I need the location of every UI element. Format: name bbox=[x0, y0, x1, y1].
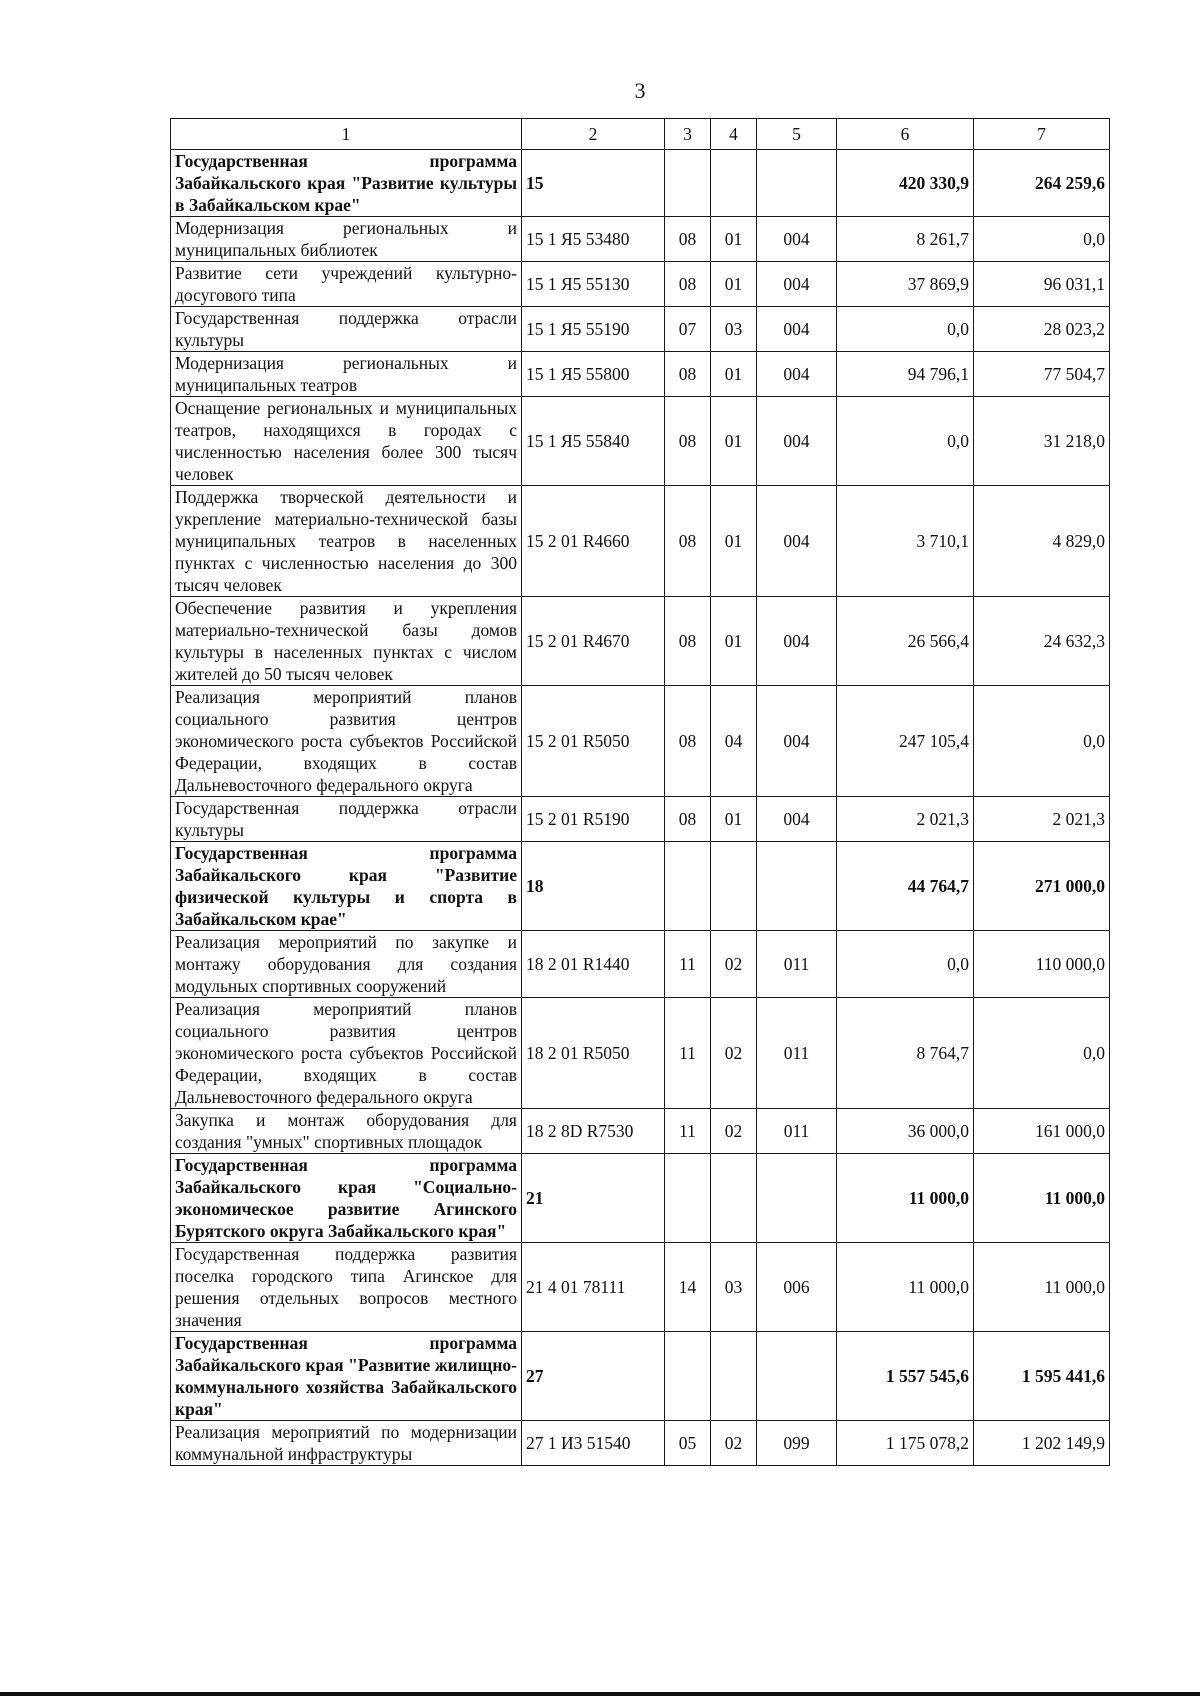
table-row bbox=[171, 797, 1110, 842]
row-name-cell: Развитие сети учреждений культурно-досугового типа bbox=[171, 262, 522, 307]
row-col6-cell: 11 000,0 bbox=[837, 1243, 974, 1332]
row-col3-cell: 11 bbox=[665, 998, 711, 1109]
table-row bbox=[171, 217, 1110, 262]
row-col7-cell: 11 000,0 bbox=[974, 1154, 1110, 1243]
row-col7-cell: 31 218,0 bbox=[974, 397, 1110, 486]
row-code-cell: 18 bbox=[522, 842, 665, 931]
row-col5-cell: 004 bbox=[757, 262, 837, 307]
column-header: 4 bbox=[711, 119, 757, 150]
table-row bbox=[171, 397, 1110, 486]
row-col3-cell: 08 bbox=[665, 397, 711, 486]
row-col4-cell bbox=[711, 1154, 757, 1243]
row-col6-cell: 1 175 078,2 bbox=[837, 1421, 974, 1466]
row-col4-cell: 01 bbox=[711, 597, 757, 686]
row-col7-cell: 161 000,0 bbox=[974, 1109, 1110, 1154]
row-col5-cell: 011 bbox=[757, 1109, 837, 1154]
row-col7-cell: 110 000,0 bbox=[974, 931, 1110, 998]
row-name-cell: Модернизация региональных и муниципальных библиотек bbox=[171, 217, 522, 262]
table-row bbox=[171, 1243, 1110, 1332]
row-code-cell: 27 bbox=[522, 1332, 665, 1421]
row-col5-cell: 004 bbox=[757, 307, 837, 352]
row-col4-cell: 01 bbox=[711, 352, 757, 397]
row-col7-cell: 264 259,6 bbox=[974, 150, 1110, 217]
row-col6-cell: 11 000,0 bbox=[837, 1154, 974, 1243]
column-header: 5 bbox=[757, 119, 837, 150]
row-col5-cell bbox=[757, 1154, 837, 1243]
row-col7-cell: 2 021,3 bbox=[974, 797, 1110, 842]
row-col3-cell: 07 bbox=[665, 307, 711, 352]
row-col7-cell: 0,0 bbox=[974, 217, 1110, 262]
row-col5-cell: 011 bbox=[757, 998, 837, 1109]
row-name-cell: Поддержка творческой деятельности и укрепление материально-технической базы муниципальных театров в населенных пунктах с численностью населения до 300 тысяч человек bbox=[171, 486, 522, 597]
row-col3-cell bbox=[665, 1154, 711, 1243]
row-name-cell: Государственная программа Забайкальского края "Развитие жилищно-коммунального хозяйства Забайкальского края" bbox=[171, 1332, 522, 1421]
row-col5-cell bbox=[757, 1332, 837, 1421]
table-row bbox=[171, 931, 1110, 998]
row-name-cell: Государственная программа Забайкальского края "Развитие физической культуры и спорта в Забайкальском крае" bbox=[171, 842, 522, 931]
row-name-cell: Закупка и монтаж оборудования для создания "умных" спортивных площадок bbox=[171, 1109, 522, 1154]
row-col3-cell: 08 bbox=[665, 352, 711, 397]
row-col6-cell: 94 796,1 bbox=[837, 352, 974, 397]
row-col6-cell: 2 021,3 bbox=[837, 797, 974, 842]
row-col6-cell: 8 764,7 bbox=[837, 998, 974, 1109]
table-row bbox=[171, 262, 1110, 307]
row-col4-cell bbox=[711, 1332, 757, 1421]
row-col6-cell: 26 566,4 bbox=[837, 597, 974, 686]
row-code-cell: 15 2 01 R4670 bbox=[522, 597, 665, 686]
row-name-cell: Реализация мероприятий планов социального развития центров экономического роста субъектов Российской Федерации, входящих в состав Дальневосточного федерального округа bbox=[171, 686, 522, 797]
column-header: 3 bbox=[665, 119, 711, 150]
row-col3-cell: 11 bbox=[665, 931, 711, 998]
row-col4-cell bbox=[711, 150, 757, 217]
row-col3-cell: 08 bbox=[665, 262, 711, 307]
row-col5-cell: 004 bbox=[757, 352, 837, 397]
column-header: 7 bbox=[974, 119, 1110, 150]
table-row bbox=[171, 686, 1110, 797]
row-col4-cell: 02 bbox=[711, 1421, 757, 1466]
row-col4-cell: 02 bbox=[711, 1109, 757, 1154]
row-col3-cell bbox=[665, 842, 711, 931]
row-col7-cell: 24 632,3 bbox=[974, 597, 1110, 686]
row-col7-cell: 28 023,2 bbox=[974, 307, 1110, 352]
row-col6-cell: 44 764,7 bbox=[837, 842, 974, 931]
row-col3-cell: 05 bbox=[665, 1421, 711, 1466]
row-col3-cell bbox=[665, 1332, 711, 1421]
table-row bbox=[171, 486, 1110, 597]
row-name-cell: Государственная поддержка отрасли культуры bbox=[171, 307, 522, 352]
row-col5-cell bbox=[757, 842, 837, 931]
row-col4-cell: 04 bbox=[711, 686, 757, 797]
row-col7-cell: 271 000,0 bbox=[974, 842, 1110, 931]
row-col3-cell: 08 bbox=[665, 597, 711, 686]
program-row bbox=[171, 1154, 1110, 1243]
row-col6-cell: 1 557 545,6 bbox=[837, 1332, 974, 1421]
row-col5-cell: 099 bbox=[757, 1421, 837, 1466]
program-row bbox=[171, 150, 1110, 217]
table-body bbox=[171, 150, 1110, 1466]
row-col3-cell: 08 bbox=[665, 797, 711, 842]
row-col6-cell: 0,0 bbox=[837, 397, 974, 486]
row-name-cell: Обеспечение развития и укрепления материально-технической базы домов культуры в населенных пунктах с числом жителей до 50 тысяч человек bbox=[171, 597, 522, 686]
row-name-cell: Реализация мероприятий планов социального развития центров экономического роста субъектов Российской Федерации, входящих в состав Дальневосточного федерального округа bbox=[171, 998, 522, 1109]
row-col5-cell: 006 bbox=[757, 1243, 837, 1332]
row-col5-cell: 004 bbox=[757, 797, 837, 842]
row-name-cell: Реализация мероприятий по модернизации коммунальной инфраструктуры bbox=[171, 1421, 522, 1466]
row-col5-cell: 011 bbox=[757, 931, 837, 998]
row-col4-cell: 03 bbox=[711, 307, 757, 352]
column-header: 6 bbox=[837, 119, 974, 150]
row-col7-cell: 4 829,0 bbox=[974, 486, 1110, 597]
budget-table bbox=[170, 118, 1110, 1466]
row-col6-cell: 36 000,0 bbox=[837, 1109, 974, 1154]
row-col7-cell: 0,0 bbox=[974, 998, 1110, 1109]
row-col7-cell: 96 031,1 bbox=[974, 262, 1110, 307]
row-col7-cell: 1 595 441,6 bbox=[974, 1332, 1110, 1421]
row-col5-cell: 004 bbox=[757, 686, 837, 797]
row-col6-cell: 0,0 bbox=[837, 931, 974, 998]
row-col5-cell: 004 bbox=[757, 397, 837, 486]
row-name-cell: Модернизация региональных и муниципальных театров bbox=[171, 352, 522, 397]
row-code-cell: 18 2 01 R5050 bbox=[522, 998, 665, 1109]
row-name-cell: Государственная программа Забайкальского края "Развитие культуры в Забайкальском крае" bbox=[171, 150, 522, 217]
row-col6-cell: 0,0 bbox=[837, 307, 974, 352]
row-code-cell: 15 2 01 R5190 bbox=[522, 797, 665, 842]
table-row bbox=[171, 1109, 1110, 1154]
table-row bbox=[171, 352, 1110, 397]
row-name-cell: Государственная поддержка развития поселка городского типа Агинское для решения отдельных вопросов местного значения bbox=[171, 1243, 522, 1332]
row-name-cell: Государственная программа Забайкальского края "Социально-экономическое развитие Агинского Бурятского округа Забайкальского края" bbox=[171, 1154, 522, 1243]
row-name-cell: Реализация мероприятий по закупке и монтажу оборудования для создания модульных спортивных сооружений bbox=[171, 931, 522, 998]
program-row bbox=[171, 842, 1110, 931]
row-code-cell: 27 1 И3 51540 bbox=[522, 1421, 665, 1466]
row-col5-cell: 004 bbox=[757, 597, 837, 686]
row-col6-cell: 37 869,9 bbox=[837, 262, 974, 307]
row-code-cell: 15 bbox=[522, 150, 665, 217]
row-col7-cell: 11 000,0 bbox=[974, 1243, 1110, 1332]
row-col7-cell: 1 202 149,9 bbox=[974, 1421, 1110, 1466]
table-row bbox=[171, 597, 1110, 686]
column-header: 2 bbox=[522, 119, 665, 150]
row-col7-cell: 0,0 bbox=[974, 686, 1110, 797]
row-col4-cell: 02 bbox=[711, 998, 757, 1109]
row-code-cell: 15 1 Я5 55800 bbox=[522, 352, 665, 397]
row-code-cell: 18 2 01 R1440 bbox=[522, 931, 665, 998]
row-code-cell: 21 4 01 78111 bbox=[522, 1243, 665, 1332]
row-col3-cell bbox=[665, 150, 711, 217]
row-col4-cell: 02 bbox=[711, 931, 757, 998]
row-code-cell: 15 1 Я5 55840 bbox=[522, 397, 665, 486]
row-col5-cell: 004 bbox=[757, 217, 837, 262]
row-col6-cell: 3 710,1 bbox=[837, 486, 974, 597]
row-code-cell: 15 2 01 R5050 bbox=[522, 686, 665, 797]
row-code-cell: 15 1 Я5 53480 bbox=[522, 217, 665, 262]
row-col5-cell bbox=[757, 150, 837, 217]
page-number: 3 bbox=[634, 78, 646, 103]
table-row bbox=[171, 1421, 1110, 1466]
page-bottom-border bbox=[0, 1692, 1200, 1696]
row-code-cell: 21 bbox=[522, 1154, 665, 1243]
row-col7-cell: 77 504,7 bbox=[974, 352, 1110, 397]
table-row bbox=[171, 998, 1110, 1109]
row-col6-cell: 8 261,7 bbox=[837, 217, 974, 262]
row-col6-cell: 247 105,4 bbox=[837, 686, 974, 797]
row-name-cell: Государственная поддержка отрасли культуры bbox=[171, 797, 522, 842]
row-name-cell: Оснащение региональных и муниципальных театров, находящихся в городах с численностью населения более 300 тысяч человек bbox=[171, 397, 522, 486]
row-col6-cell: 420 330,9 bbox=[837, 150, 974, 217]
table-row bbox=[171, 307, 1110, 352]
row-col3-cell: 08 bbox=[665, 686, 711, 797]
row-col3-cell: 08 bbox=[665, 217, 711, 262]
row-col5-cell: 004 bbox=[757, 486, 837, 597]
row-col4-cell: 03 bbox=[711, 1243, 757, 1332]
row-col4-cell: 01 bbox=[711, 486, 757, 597]
header-row bbox=[171, 119, 1110, 150]
row-col4-cell bbox=[711, 842, 757, 931]
row-col4-cell: 01 bbox=[711, 217, 757, 262]
program-row bbox=[171, 1332, 1110, 1421]
row-col3-cell: 11 bbox=[665, 1109, 711, 1154]
row-col4-cell: 01 bbox=[711, 797, 757, 842]
row-code-cell: 15 1 Я5 55190 bbox=[522, 307, 665, 352]
row-code-cell: 15 2 01 R4660 bbox=[522, 486, 665, 597]
row-code-cell: 18 2 8D R7530 bbox=[522, 1109, 665, 1154]
column-header: 1 bbox=[171, 119, 522, 150]
row-code-cell: 15 1 Я5 55130 bbox=[522, 262, 665, 307]
row-col4-cell: 01 bbox=[711, 262, 757, 307]
row-col3-cell: 14 bbox=[665, 1243, 711, 1332]
row-col3-cell: 08 bbox=[665, 486, 711, 597]
row-col4-cell: 01 bbox=[711, 397, 757, 486]
